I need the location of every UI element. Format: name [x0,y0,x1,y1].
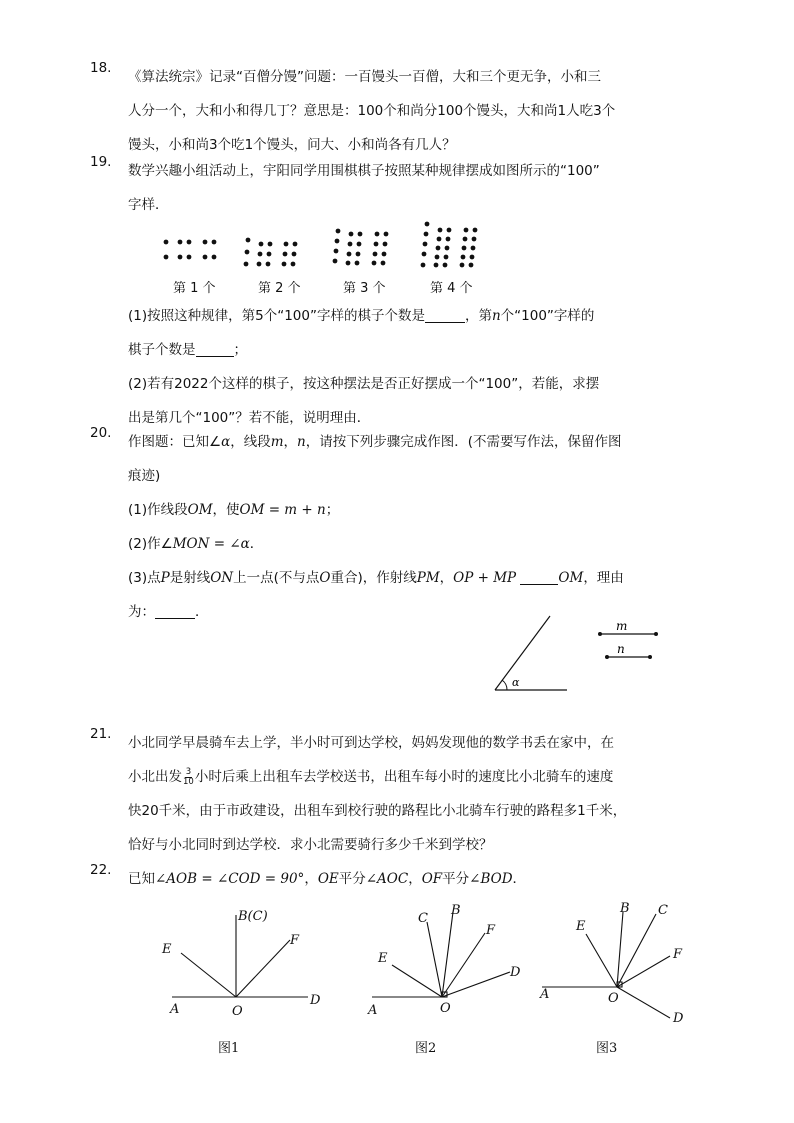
fig1-caption: 图1 [218,1041,240,1056]
fig1-label-E: E [162,942,172,957]
part-1-line-1: (1)按照这种规律，第5个“100”字样的棋子个数是 ，第n个“100”字样的 [128,308,595,324]
fig3-label-A: A [540,987,550,1002]
fig2-label-C: C [418,911,428,926]
fig3-label-C: C [658,903,668,918]
text-line: 馒头，小和尚3个吃1个馒头，问大、小和尚各有几人？ [128,137,456,153]
question-number: 18. [90,60,112,76]
question-22 [90,862,668,896]
question-19 [90,154,668,222]
fraction: $\frac{3}{10}$ [183,766,194,787]
question-number: 22. [90,862,112,878]
fig2-label-E: E [378,951,388,966]
text-line: 小北出发 $\frac{3}{10}$ 小时后乘上出租车去学校送书，出租车每小时的速度比小北骑车的速度 [128,766,614,787]
question-number: 19. [90,154,112,170]
figure-label-1: 第 1 个 [173,281,216,296]
answer-blank[interactable] [196,341,234,357]
question-20 [90,425,668,629]
fig2-caption: 图2 [415,1041,437,1056]
fig2-label-A: A [368,1003,378,1018]
figure-label-2: 第 2 个 [258,281,301,296]
question-21 [90,726,668,862]
answer-blank[interactable] [520,569,558,585]
text-line: 人分一个，大和小和得几丁？意思是：100个和尚分100个馒头，大和尚1人吃3个 [128,103,616,119]
text-line: 作图题：已知∠α，线段m，n，请按下列步骤完成作图．(不需要写作法，保留作图 [128,434,622,450]
answer-blank[interactable] [155,603,195,619]
step-3-reason: 为： ． [128,604,209,620]
figure-label-4: 第 4 个 [430,281,473,296]
question-number: 20. [90,425,112,441]
fig2-label-O: O [440,1001,451,1016]
fig1-label-O: O [232,1004,243,1019]
angle-segments-figure [490,610,670,700]
alpha-label: α [512,676,520,689]
step-3: (3)点P是射线ON上一点(不与点O重合)，作射线PM，OP + MP OM，理由 [128,570,624,586]
fig1-label-D: D [310,993,321,1008]
text-line: 字样． [128,197,169,213]
text-line: 《算法统宗》记录“百僧分馒”问题：一百馒头一百僧，大和三个更无争，小和三 [128,69,601,85]
text-line: 快20千米，由于市政建设，出租车到校行驶的路程比小北骑车行驶的路程多1千米， [128,803,627,819]
fig3-caption: 图3 [596,1041,618,1056]
question-number: 21. [90,726,112,742]
figure-label-3: 第 3 个 [343,281,386,296]
fig3-label-B: B [620,901,630,916]
fig2-label-D: D [510,965,521,980]
fig3-label-O: O [608,991,619,1006]
text-line: 小北同学早晨骑车去上学，半小时可到达学校，妈妈发现他的数学书丢在家中，在 [128,735,614,751]
text-line: 痕迹) [128,468,161,484]
fig1-label-A: A [170,1002,180,1017]
fig1-label-BC: B(C) [238,909,268,924]
text-line: 已知∠AOB = ∠COD = 90°，OE平分∠AOC，OF平分∠BOD． [128,871,527,887]
stone-pattern-figure [155,220,495,278]
answer-blank[interactable] [425,307,465,323]
text-line: 出是第几个“100”？若不能，说明理由． [128,410,371,426]
fig2-label-B: B [451,903,461,918]
text-line: 数学兴趣小组活动上，宇阳同学用围棋棋子按照某种规律摆成如图所示的“100” [128,163,600,179]
text-line: 恰好与小北同时到达学校．求小北需要骑行多少千米到学校？ [128,837,493,853]
question-19-parts [128,299,668,435]
fig3-label-F: F [673,947,683,962]
fig3-label-D: D [673,1011,684,1026]
part-1-line-2: 棋子个数是 ； [128,342,247,358]
n-label: n [617,642,625,656]
angle-figures [150,900,710,1060]
text-line: (2)若有2022个这样的棋子，按这种摆法是否正好摆成一个“100”，若能，求摆 [128,376,600,392]
step-1: (1)作线段OM，使OM = m + n； [128,502,340,518]
fig3-label-E: E [576,919,586,934]
m-label: m [616,619,628,633]
step-2: (2)作∠MON = ∠α． [128,536,264,552]
fig1-label-F: F [290,933,300,948]
fig2-label-F: F [486,923,496,938]
